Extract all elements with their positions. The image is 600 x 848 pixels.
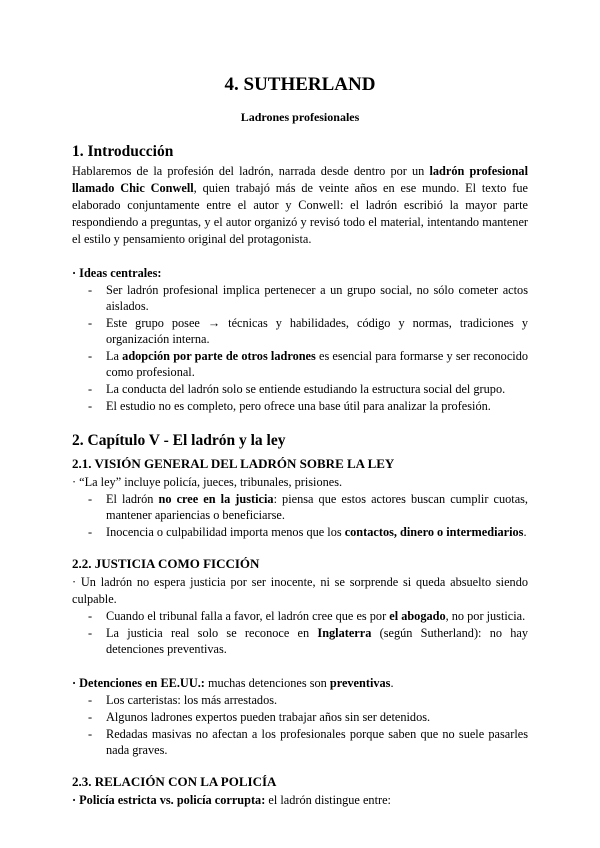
- section-2-1-heading: 2.1. VISIÓN GENERAL DEL LADRÓN SOBRE LA LEY: [72, 456, 395, 471]
- list-item: - Inocencia o culpabilidad importa menos que los contactos, dinero o intermediarios.: [88, 524, 528, 540]
- list-item: - La conducta del ladrón solo se entiende estudiando la estructura social del grupo.: [88, 381, 528, 397]
- section-2-2-lead: · Un ladrón no espera justicia por ser inocente, ni se sorprende si queda absuelto siendo culpable.: [72, 575, 528, 606]
- detentions-lead: · Detenciones en EE.UU.: muchas detenciones son preventivas.: [72, 676, 394, 690]
- list-item: - Algunos ladrones expertos pueden trabajar años sin ser detenidos.: [88, 709, 528, 725]
- section-2-1-list: [72, 491, 528, 540]
- section-2-2-list: [72, 608, 528, 657]
- detentions-list: [72, 692, 528, 758]
- ideas-list: [72, 282, 528, 414]
- list-item: - La justicia real solo se reconoce en Inglaterra (según Sutherland): no hay detenciones preventivas.: [88, 625, 528, 657]
- section-2-2-heading: 2.2. JUSTICIA COMO FICCIÓN: [72, 556, 260, 571]
- list-item: - Cuando el tribunal falla a favor, el ladrón cree que es por el abogado, no por justicia.: [88, 608, 528, 624]
- section-2-3-heading: 2.3. RELACIÓN CON LA POLICÍA: [72, 774, 277, 789]
- section-2-1-lead: · “La ley” incluye policía, jueces, tribunales, prisiones.: [72, 475, 343, 489]
- list-item: - Redadas masivas no afectan a los profesionales porque saben que no suele pasarles nada graves.: [88, 726, 528, 758]
- document-title: 4. SUTHERLAND: [224, 74, 376, 95]
- list-item: - La adopción por parte de otros ladrones es esencial para formarse y ser reconocido como profesional.: [88, 348, 528, 380]
- section-1-heading: 1. Introducción: [72, 143, 174, 160]
- list-item: - El estudio no es completo, pero ofrece una base útil para analizar la profesión.: [88, 398, 528, 414]
- list-item: - Este grupo posee → técnicas y habilidades, código y normas, tradiciones y organización interna.: [88, 315, 528, 347]
- document-subtitle: Ladrones profesionales: [240, 110, 360, 124]
- ideas-label: · Ideas centrales:: [72, 266, 162, 280]
- section-2-3-lead: · Policía estricta vs. policía corrupta: el ladrón distingue entre:: [72, 793, 391, 807]
- section-2-heading: 2. Capítulo V - El ladrón y la ley: [72, 432, 286, 449]
- list-item: - Los carteristas: los más arrestados.: [88, 692, 528, 708]
- list-item: - Ser ladrón profesional implica pertenecer a un grupo social, no sólo cometer actos aislados.: [88, 282, 528, 314]
- list-item: - El ladrón no cree en la justicia: piensa que estos actores buscan cumplir cuotas, mantener apariencias o beneficiarse.: [88, 491, 528, 523]
- intro-paragraph: Hablaremos de la profesión del ladrón, narrada desde dentro por un ladrón profesional llamado Chic Conwell, quien trabajó más de veinte años en ese mundo. El texto fue elaborado conjuntamente entre el autor y Conwell: el ladrón escribió la mayor parte respondiendo a preguntas, y el autor organizó y revisó todo el material, intentando mantener el estilo y pensamiento original del protagonista.: [72, 164, 528, 246]
